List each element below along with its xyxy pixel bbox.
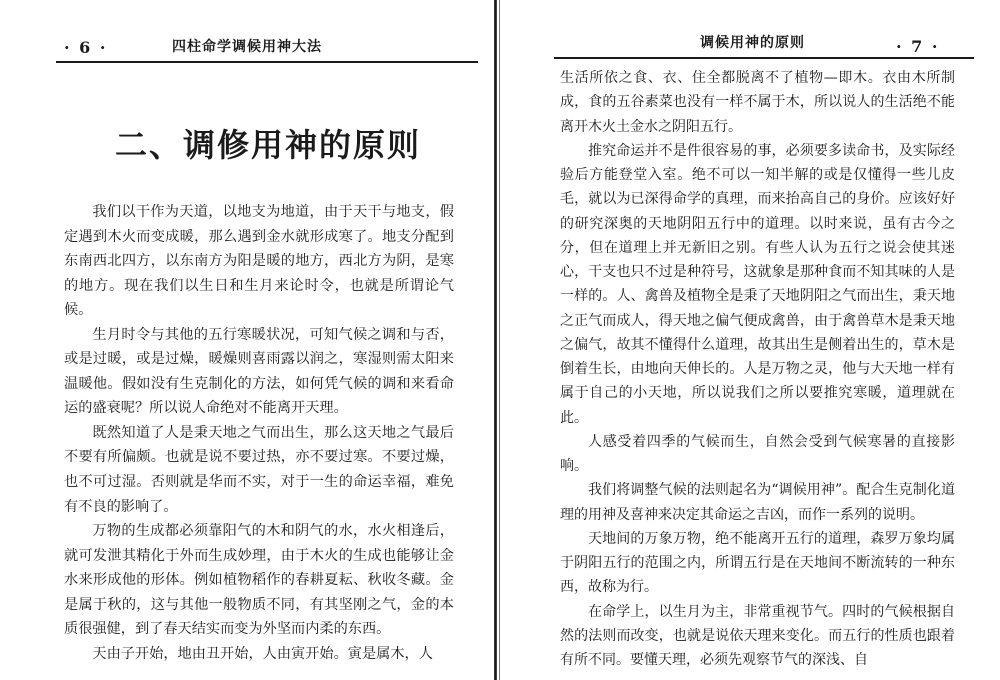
paragraph-continued: 生活所依之食、衣、住全都脱离不了植物—即木。衣由木所制成，食的五谷素菜也没有一样不属于木，所以说人的生活绝不能离开木火土金水之阴阳五行。 xyxy=(560,70,955,135)
paragraph: 既然知道了人是秉天地之气而出生，那么这天地之气最后不要有所偏颇。也就是说不要过热，亦不要过寒。不要过燥，也不可过湿。否则就是华而不实，对于一生的命运幸福，难免有不良的影响了。 xyxy=(64,424,454,515)
paragraph: 我们将调整气候的法则起名为“调候用神”。配合生克制化道理的用神及喜神来决定其命运之吉凶，而作一系列的说明。 xyxy=(560,482,955,523)
paragraph: 天由子开始，地由丑开始，人由寅开始。寅是属木，人 xyxy=(92,645,433,662)
paragraph: 推究命运并不是件很容易的事，必须要多读命书，及实际经验后方能登堂入室。绝不可以一知半解的或是仅懂得一些儿皮毛，就以为已深得命学的真理，而来抬高自己的身价。应该好好的研究深奥的天地阴阳五行中的道理。以时来说，虽有古今之分，但在道理上并无新旧之别。有些人认为五行之说会使其迷心，干支也只不过是种符号，这就象是那种食而不知其味的人是一样的。人、禽兽及植物全是秉了天地阴阳之气而出生，秉天地之正气而成人，得天地之偏气便成禽兽，由于禽兽草木是秉天地之偏气，故其不懂得什么道理，故其出生是侧着出生的，草木是倒着生长，由地向天伸长的。人是万物之灵，他与大天地一样有属于自己的小天地，所以说我们之所以要推究寒暖，道理就在此。 xyxy=(560,142,955,426)
running-head-right: 调候用神的原则 xyxy=(700,35,805,51)
paragraph: 在命学上，以生月为主，非常重视节气。四时的气候根据自然的法则而改变，也就是说依天理来变化。而五行的性质也跟着有所不同。要懂天理，必须先观察节气的深浅、自 xyxy=(560,603,955,668)
book-spine-line xyxy=(499,0,500,680)
paragraph: 万物的生成都必须靠阳气的木和阴气的水，水火相逢后，就可发泄其精化于外而生成妙理，由于木火的生成也能够让金水来形成他的形体。例如植物稻作的春耕夏耘、秋收冬藏。金是属于秋的，这与其他一般物质不同，有其坚刚之气，金的本质很强健，到了春天结实而变为外坚而内柔的东西。 xyxy=(64,523,454,638)
running-head-left: 四柱命学调候用神大法 xyxy=(172,39,322,55)
left-page xyxy=(0,0,496,680)
paragraph: 我们以干作为天道，以地支为地道，由于天干与地支，假定遇到木火而变成暖，那么遇到金水就形成寒了。地支分配到东南西北四方，以东南方为阳是暖的地方，西北方为阴，是寒的地方。现在我们以生日和生月来论时令，也就是所谓论气候。 xyxy=(64,204,454,319)
page-number-left: · 6 · xyxy=(64,38,108,57)
header-rule-right xyxy=(554,57,974,59)
header-rule-left xyxy=(56,61,478,63)
page-number-right: · 7 · xyxy=(896,37,940,56)
section-title: 二、调修用神的原则 xyxy=(115,126,422,164)
right-body-text xyxy=(560,66,955,672)
book-spine-shadow xyxy=(494,0,497,680)
paragraph: 天地间的万象万物，绝不能离开五行的道理，森罗万象均属于阴阳五行的范围之内，所谓五行是在天地间不断流转的一种东西，故称为行。 xyxy=(560,530,955,596)
left-body-text xyxy=(64,200,454,666)
paragraph: 生月时令与其他的五行寒暖状况，可知气候之调和与否，或是过暖，或是过燥，暖燥则喜雨露以润之，寒湿则需太阳来温暖他。假如没有生克制化的方法，如何凭气候的调和来看命运的盛衰呢？所以说人命绝对不能离开天理。 xyxy=(64,326,454,417)
paragraph: 人感受着四季的气候而生，自然会受到气候寒暑的直接影响。 xyxy=(560,433,955,474)
